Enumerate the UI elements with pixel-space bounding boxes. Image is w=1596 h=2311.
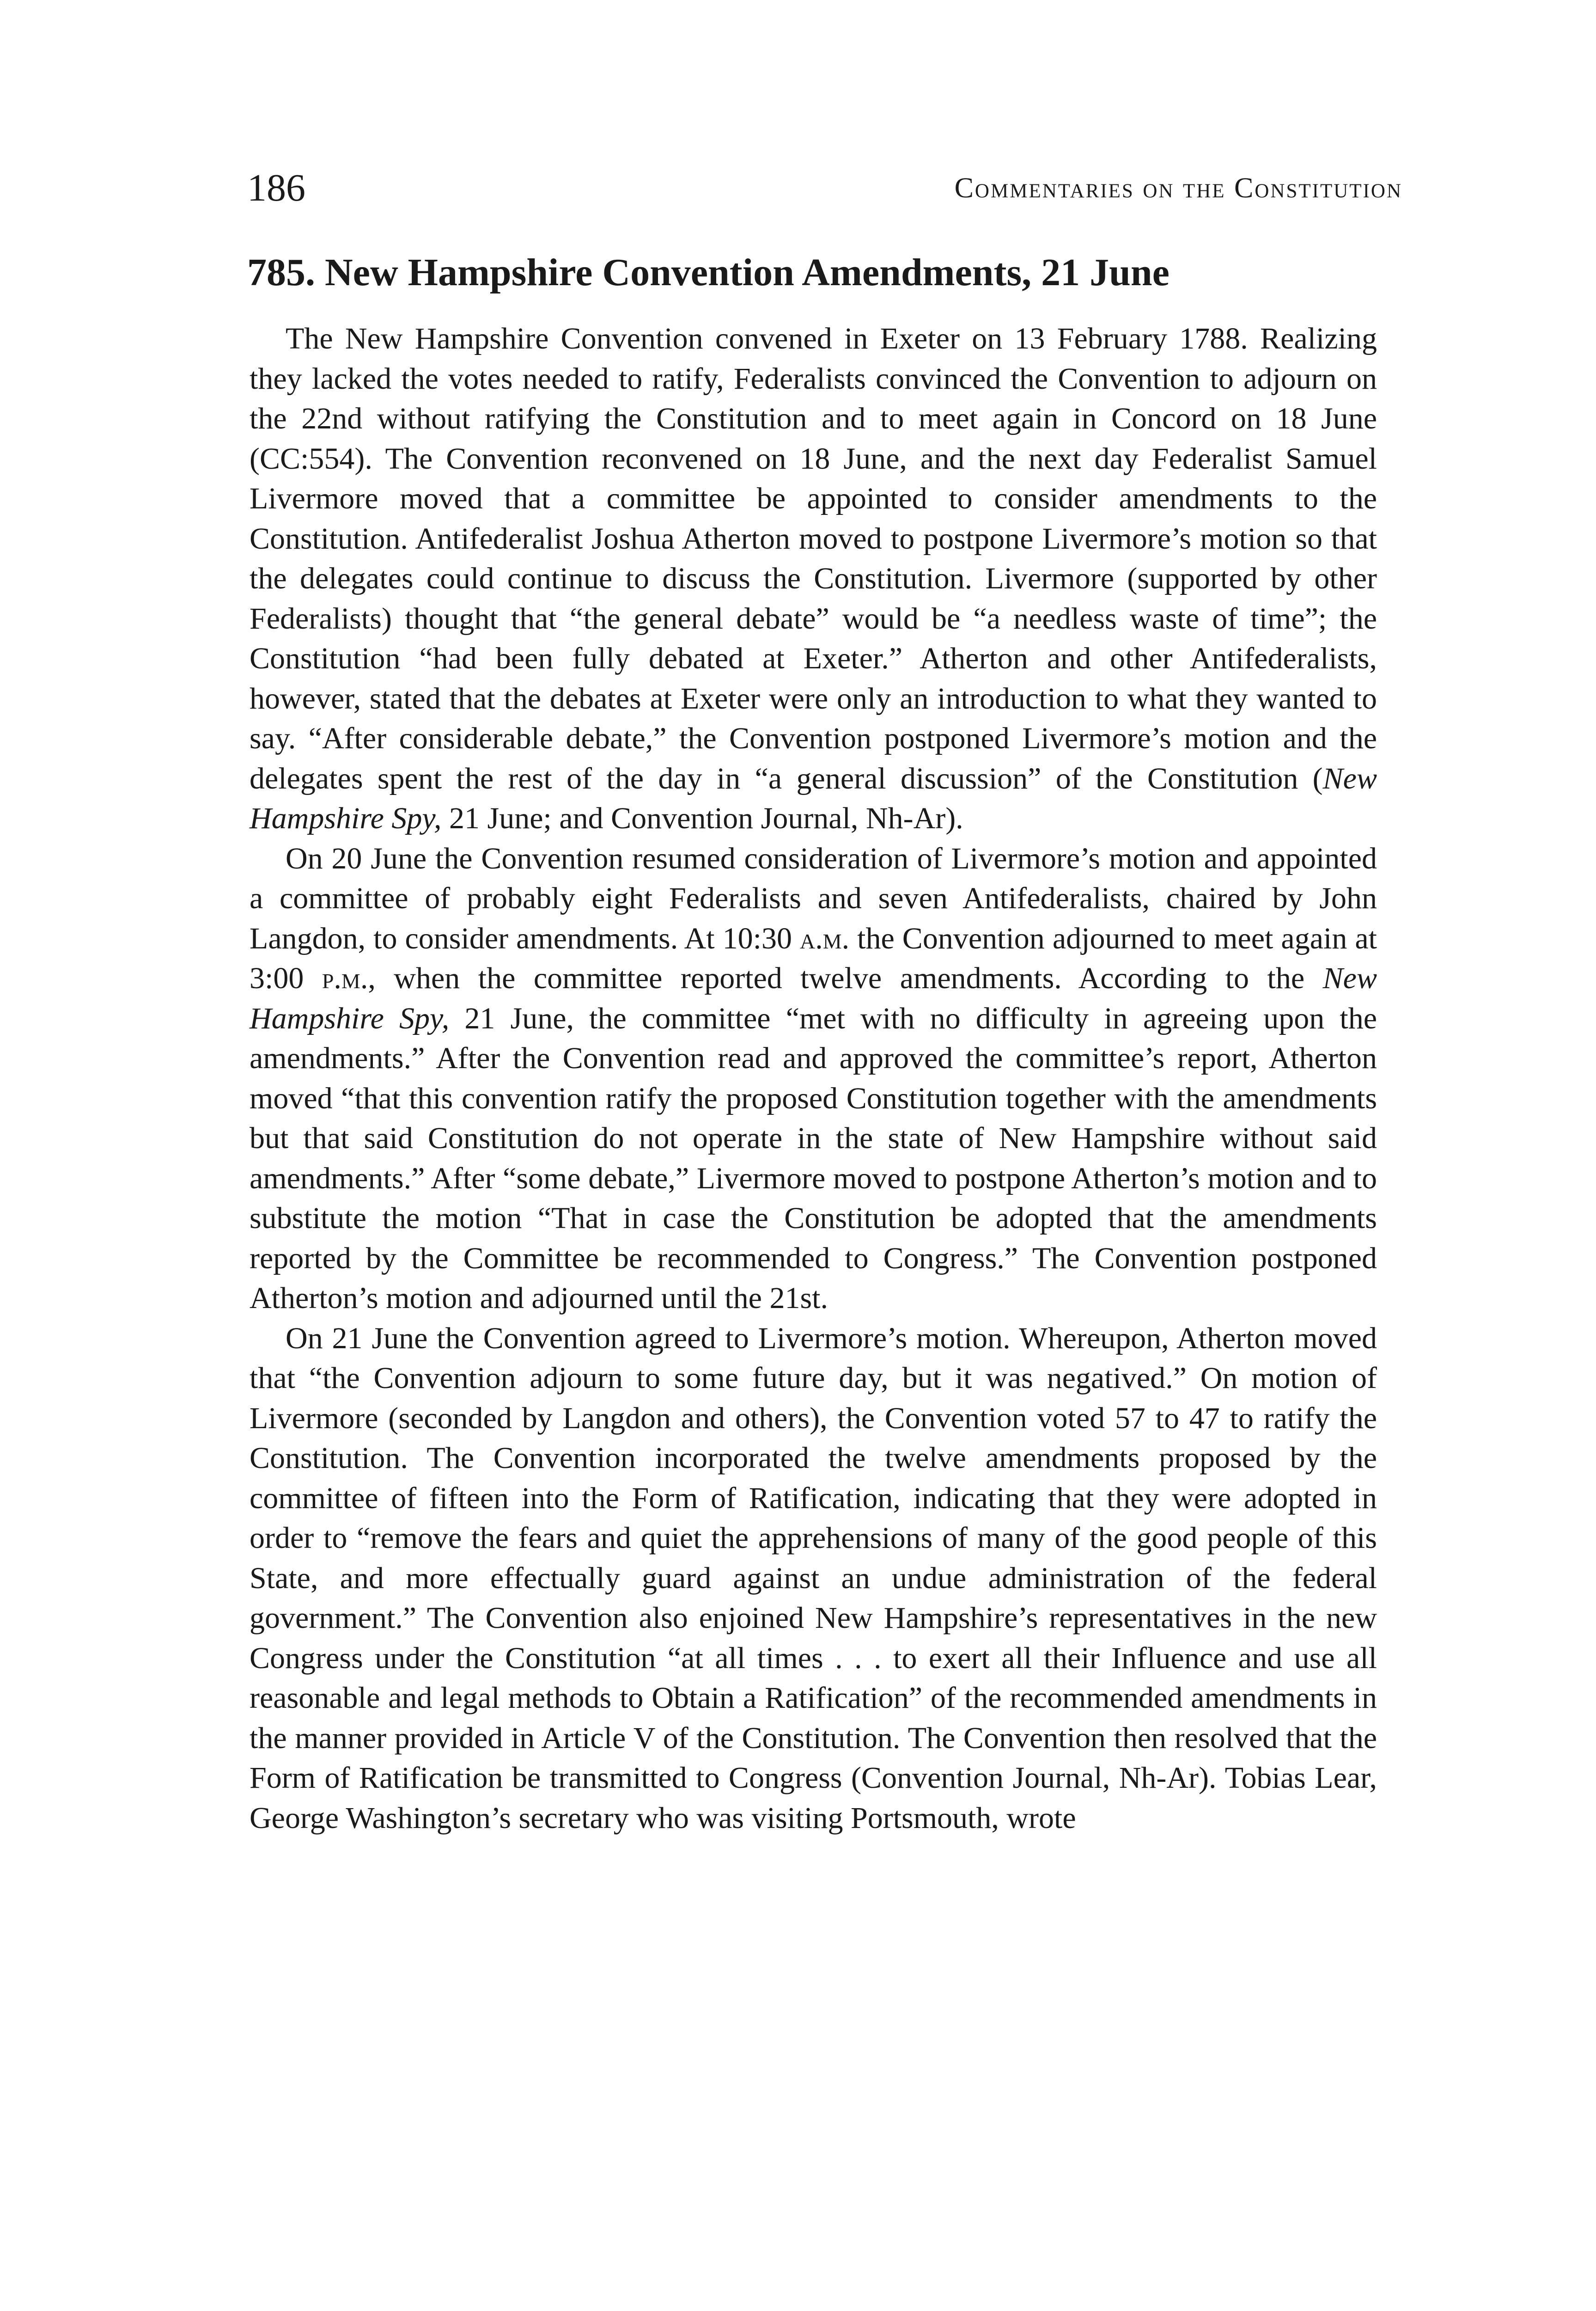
paragraph-text: On 20 June the Convention resumed consideration of Livermore’s motion and appointed a committee of probably eight Federalists and seven Antifederalists, chaired by John Langdon, to consider amendments. At 10:30 xyxy=(250,841,1377,955)
publication-title: New Hampshire Spy, xyxy=(250,961,1377,1035)
running-title: Commentaries on the Constitution xyxy=(954,172,1402,204)
article-body xyxy=(250,319,1377,1838)
running-head xyxy=(247,163,1402,214)
page-number: 186 xyxy=(247,166,305,209)
time-abbreviation: p.m. xyxy=(322,961,368,995)
paragraph-1 xyxy=(250,319,1377,839)
time-abbreviation: a.m. xyxy=(799,921,850,955)
paragraph-text: On 21 June the Convention agreed to Livermore’s motion. Whereupon, Atherton moved that “the Convention adjourn to some future day, but it was negatived.” On motion of Livermore (seconded by Langdon and others), the Convention voted 57 to 47 to ratify the Constitution. The Convention incorporated the twelve amendments proposed by the committee of fifteen into the Form of Ratification, indicating that they were adopted in order to “remove the fears and quiet the apprehensions of many of the good people of this State, and more effectually guard against an undue administration of the federal government.” The Convention also enjoined New Hampshire’s representatives in the new Congress under the Constitution “at all times . . . to exert all their Influence and use all reasonable and legal methods to Obtain a Ratification” of the recommended amendments in the manner provided in Article V of the Constitution. The Convention then resolved that the Form of Ratification be transmitted to Congress (Convention Journal, Nh-Ar). Tobias Lear, George Washington’s secretary who was visiting Portsmouth, wrote xyxy=(250,1321,1377,1835)
paragraph-text: The New Hampshire Convention convened in Exeter on 13 February 1788. Realizing they lacked the votes needed to ratify, Federalists convinced the Convention to adjourn on the 22nd without ratifying the Constitution and to meet again in Concord on 18 June (CC:554). The Convention reconvened on 18 June, and the next day Federalist Samuel Livermore moved that a committee be appointed to consider amendments to the Constitution. Antifederalist Joshua Atherton moved to postpone Livermore’s motion so that the delegates could continue to discuss the Constitution. Livermore (supported by other Federalists) thought that “the general debate” would be “a needless waste of time”; the Constitution “had been fully debated at Exeter.” Atherton and other Antifederalists, however, stated that the debates at Exeter were only an introduction to what they wanted to say. “After considerable debate,” the Convention postponed Livermore’s motion and the delegates spent the rest of the day in “a general discussion” of the Constitution ( xyxy=(250,322,1377,795)
article-title: 785. New Hampshire Convention Amendments, 21 June xyxy=(247,251,1170,294)
paragraph-text: , when the committee reported twelve amendments. According to the xyxy=(368,961,1323,995)
paragraph-text: 21 June; and Convention Journal, Nh-Ar). xyxy=(441,801,963,835)
paragraph-2 xyxy=(250,839,1377,1319)
publication-title: New Hampshire Spy, xyxy=(250,761,1377,835)
paragraph-text: the Convention adjourned to meet again at 3:00 xyxy=(250,921,1377,995)
paragraph-text: 21 June, the committee “met with no difficulty in agreeing upon the amendments.” After the Convention read and approved the committee’s report, Atherton moved “that this convention ratify the proposed Constitution together with the amendments but that said Constitution do not operate in the state of New Hampshire without said amendments.” After “some debate,” Livermore moved to postpone Atherton’s motion and to substitute the motion “That in case the Constitution be adopted that the amendments reported by the Committee be recommended to Congress.” The Convention postponed Atherton’s motion and adjourned until the 21st. xyxy=(250,1001,1377,1315)
paragraph-3 xyxy=(250,1319,1377,1839)
